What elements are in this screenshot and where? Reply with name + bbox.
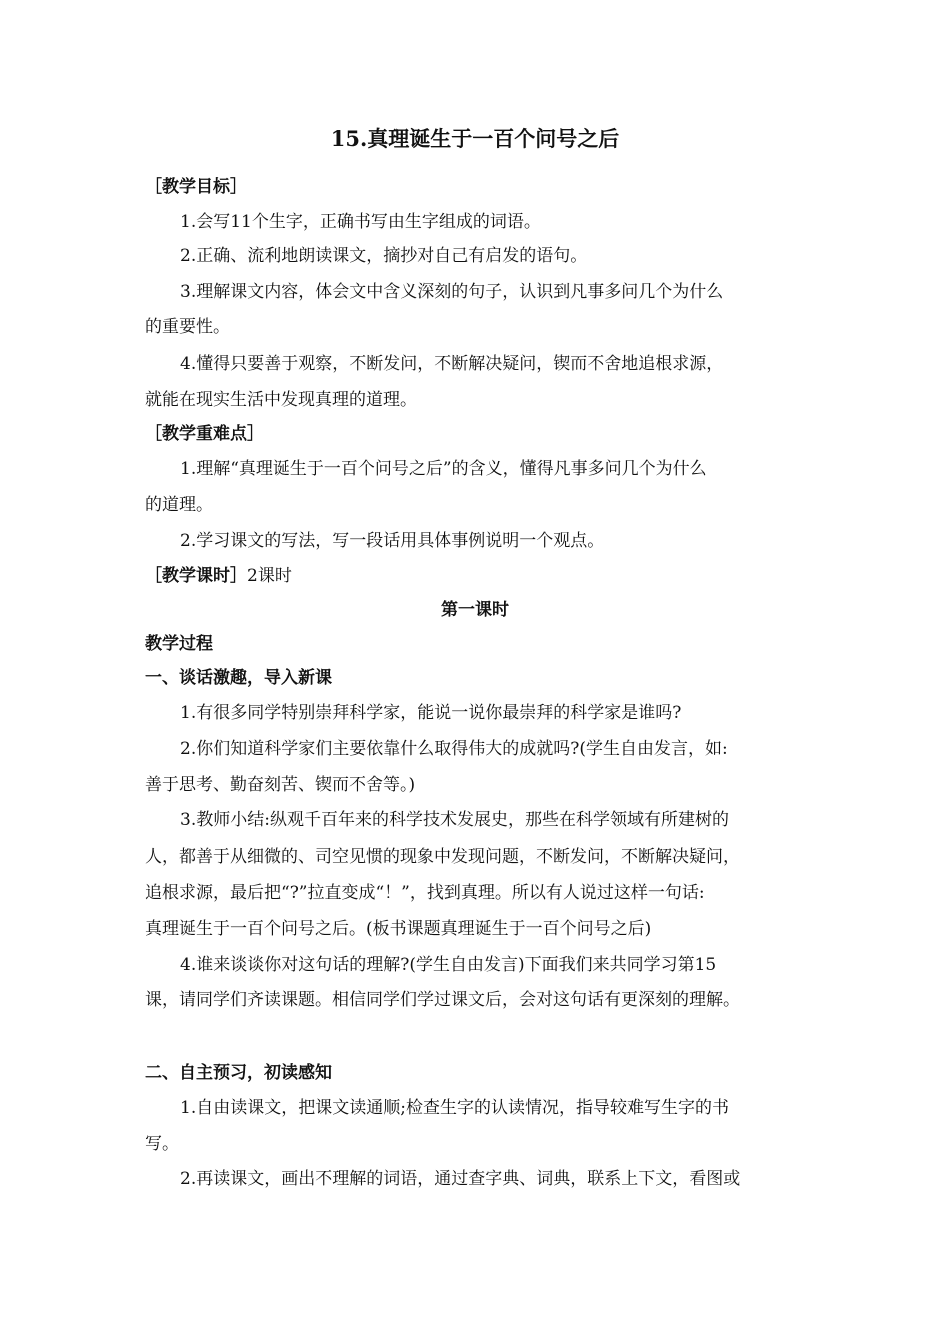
- section1-line: 善于思考、勤奋刻苦、锲而不舍等。): [145, 775, 416, 795]
- lesson-title: 第一课时: [441, 600, 509, 620]
- section1-line: 4.谁来谈谈你对这句话的理解?(学生自由发言)下面我们来共同学习第15: [180, 955, 717, 975]
- goal-item: 3.理解课文内容，体会文中含义深刻的句子，认识到凡事多问几个为什么: [180, 282, 724, 302]
- section1-line: 追根求源，最后把“?”拉直变成“！”，找到真理。所以有人说过这样一句话:: [145, 883, 705, 903]
- goal-item-continued: 就能在现实生活中发现真理的道理。: [145, 390, 417, 410]
- section1-line: 1.有很多同学特别崇拜科学家，能说一说你最崇拜的科学家是谁吗?: [180, 703, 682, 723]
- section1-line: 3.教师小结:纵观千百年来的科学技术发展史，那些在科学领域有所建树的: [180, 810, 729, 830]
- section2-line: 2.再读课文，画出不理解的词语，通过查字典、词典，联系上下文，看图或: [180, 1169, 741, 1189]
- document-title: 15.真理诞生于一百个问号之后: [330, 126, 620, 151]
- section1-line: 课，请同学们齐读课题。相信同学们学过课文后，会对这句话有更深刻的理解。: [145, 990, 740, 1010]
- key-point-item: 1.理解“真理诞生于一百个问号之后”的含义，懂得凡事多问几个为什么: [180, 459, 707, 479]
- hours-value: 2课时: [247, 566, 292, 586]
- section1-line: 人，都善于从细微的、司空见惯的现象中发现问题，不断发问，不断解决疑问，: [145, 847, 740, 867]
- goal-item-continued: 的重要性。: [145, 317, 230, 337]
- key-point-item-continued: 的道理。: [145, 495, 213, 515]
- process-heading: 教学过程: [145, 634, 213, 654]
- key-points-heading: ［教学重难点］: [145, 424, 264, 444]
- goal-item: 1.会写11个生字，正确书写由生字组成的词语。: [180, 212, 541, 232]
- section2-line: 1.自由读课文，把课文读通顺;检查生字的认读情况，指导较难写生字的书: [180, 1098, 729, 1118]
- section1-line: 2.你们知道科学家们主要依靠什么取得伟大的成就吗?(学生自由发言，如:: [180, 739, 728, 759]
- hours-line: [145, 563, 292, 589]
- hours-heading: ［教学课时］: [145, 566, 247, 586]
- goals-heading: ［教学目标］: [145, 177, 247, 197]
- goal-item: 4.懂得只要善于观察，不断发问，不断解决疑问，锲而不舍地追根求源，: [180, 354, 724, 374]
- goal-item: 2.正确、流利地朗读课文，摘抄对自己有启发的语句。: [180, 246, 588, 266]
- key-point-item: 2.学习课文的写法，写一段话用具体事例说明一个观点。: [180, 531, 605, 551]
- section1-heading: 一、谈话激趣，导入新课: [145, 668, 332, 688]
- section2-heading: 二、自主预习，初读感知: [145, 1063, 332, 1083]
- section2-line: 写。: [145, 1134, 179, 1154]
- section1-line: 真理诞生于一百个问号之后。(板书课题真理诞生于一百个问号之后): [145, 919, 652, 939]
